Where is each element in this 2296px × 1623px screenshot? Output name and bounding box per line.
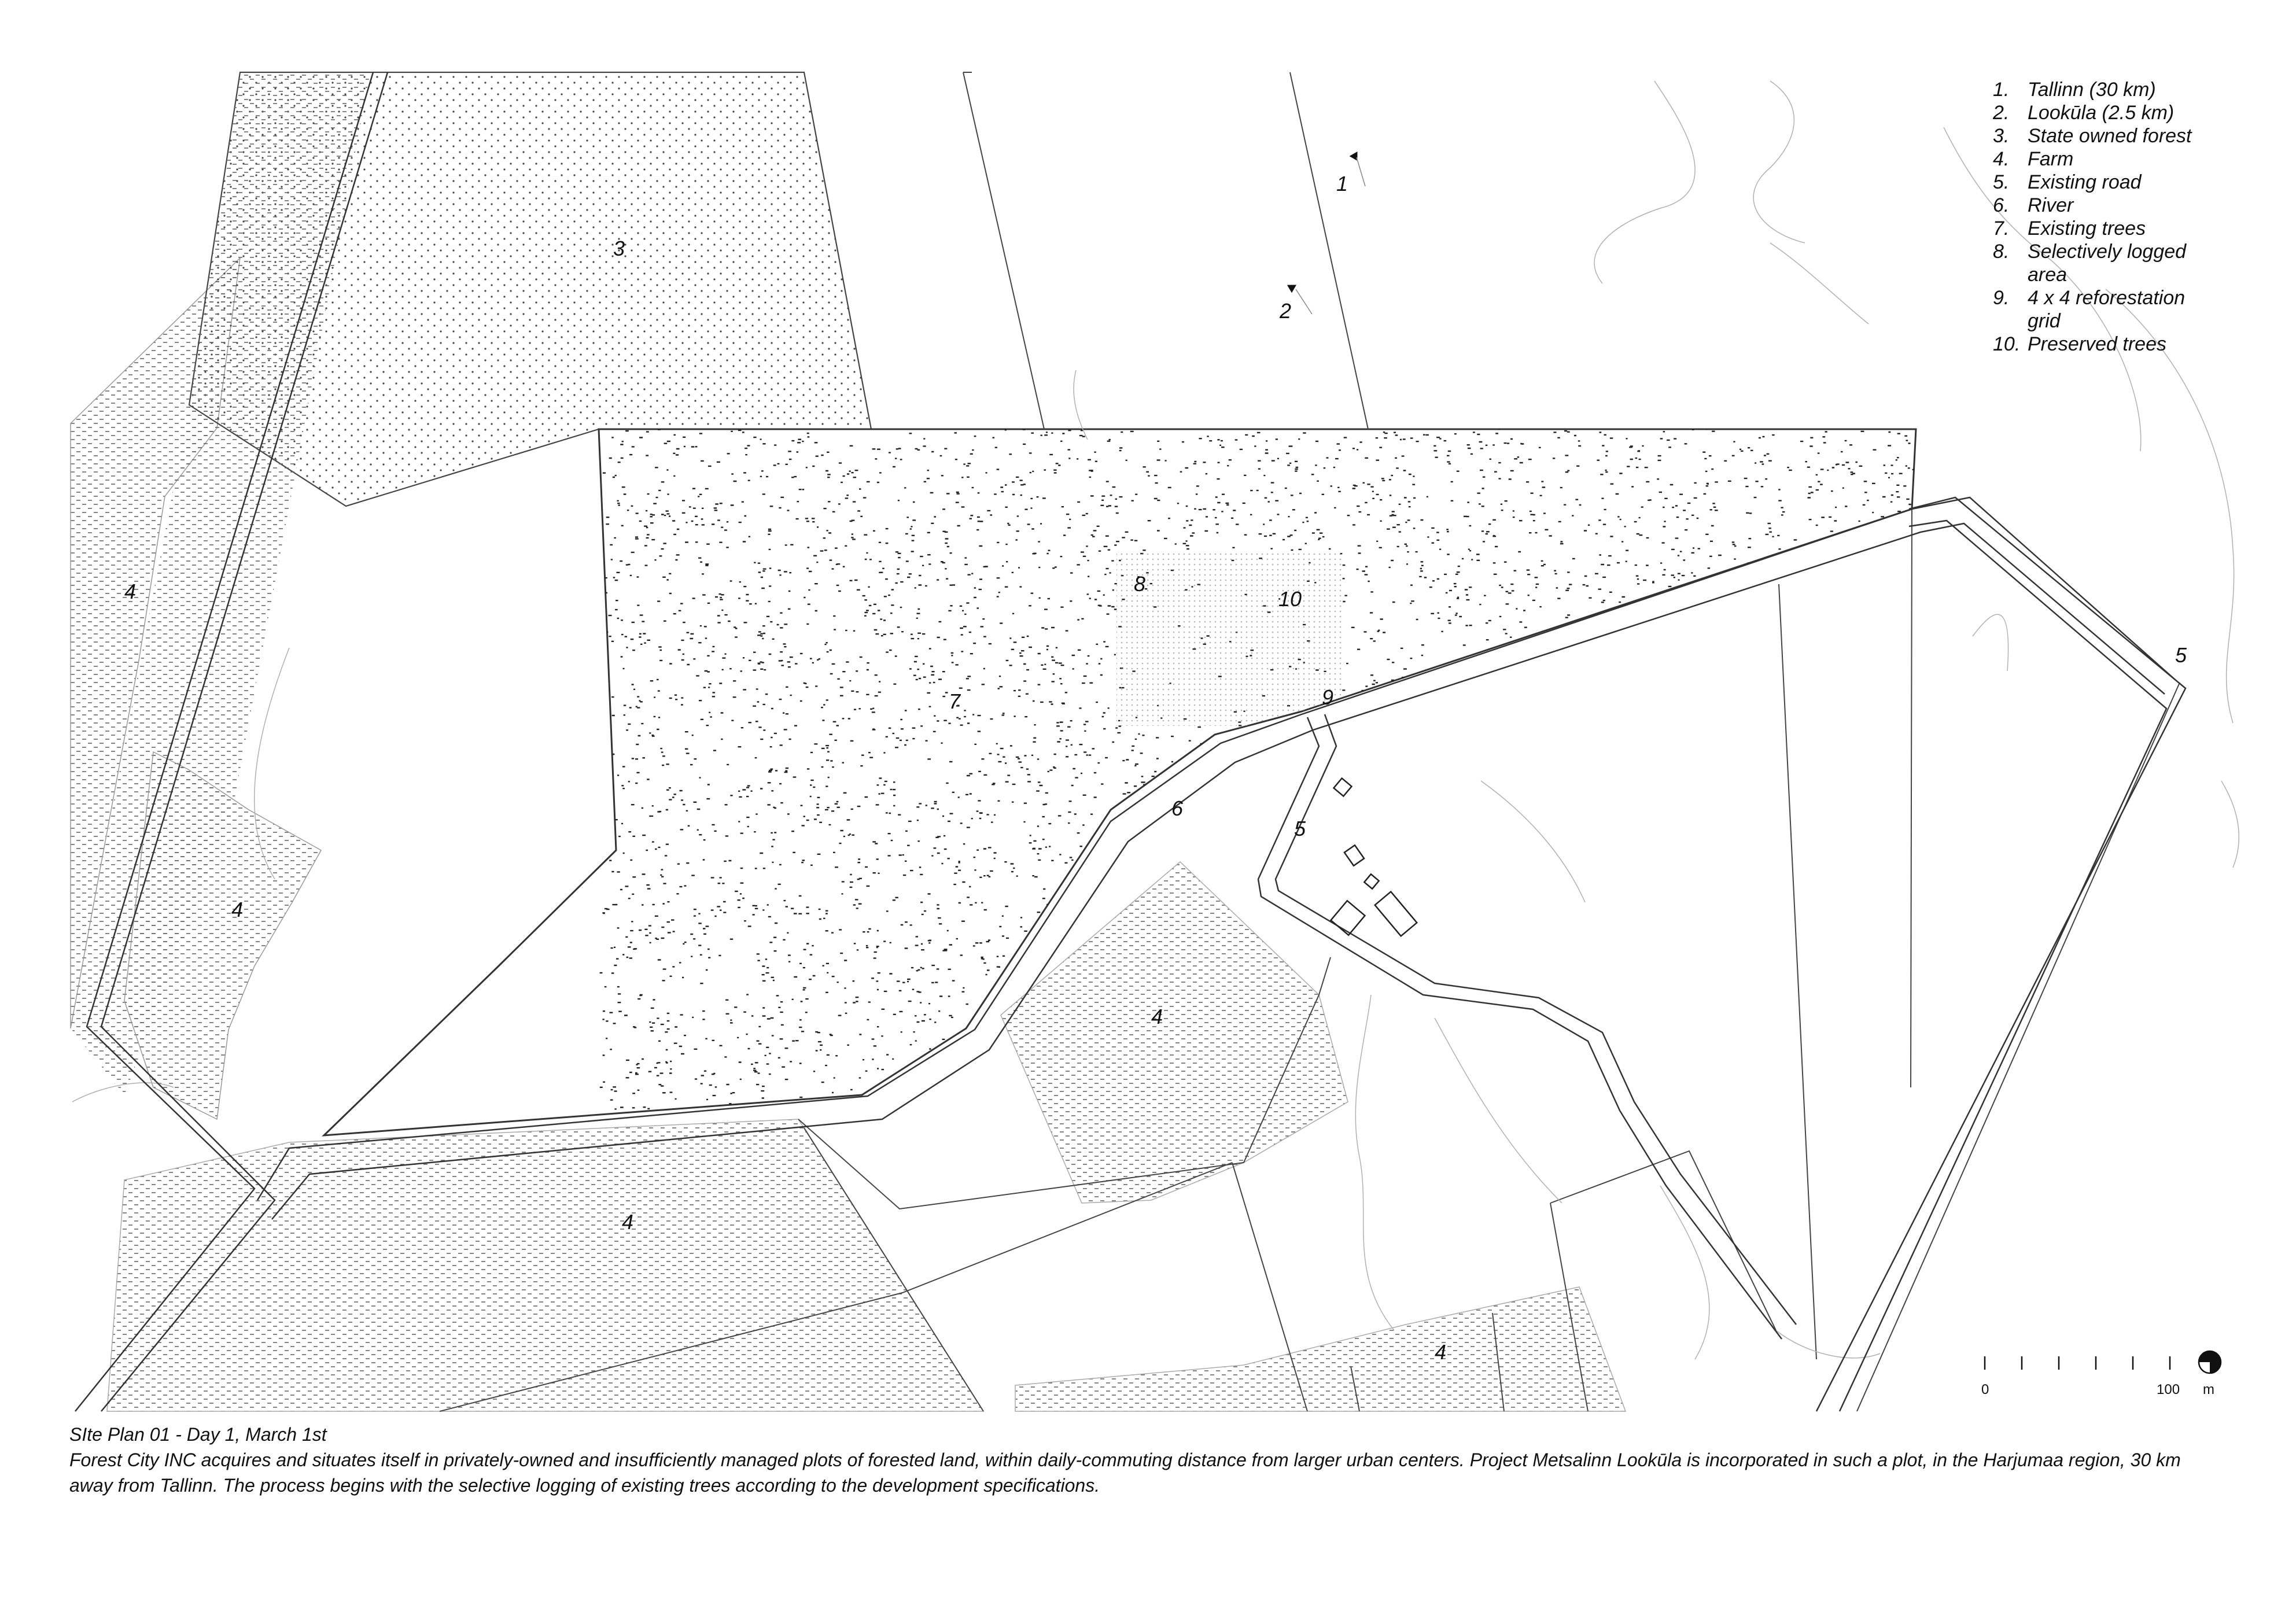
existing-road-farm [1258, 714, 1796, 1339]
legend-text: 4 x 4 reforestation [2028, 287, 2186, 309]
label-4-southwest: 4 [231, 898, 244, 921]
label-5-east-road: 5 [2175, 643, 2187, 667]
caption-title: SIte Plan 01 - Day 1, March 1st [69, 1424, 327, 1445]
legend-item-2 [1992, 102, 2174, 124]
legend-text: Existing trees [2028, 217, 2146, 239]
label-4-center: 4 [1151, 1005, 1163, 1028]
legend-text: Existing road [2028, 171, 2142, 193]
label-6: 6 [1171, 796, 1184, 820]
label-3: 3 [613, 237, 625, 260]
caption [69, 1422, 2221, 1498]
direction-arrow-tallinn-icon [1350, 149, 1365, 186]
legend-text: Lookūla (2.5 km) [2028, 102, 2175, 124]
farm-zone-southwest-pocket [124, 752, 321, 1119]
legend-item-3 [1993, 125, 2192, 147]
farm-zone-center-south [1001, 862, 1348, 1203]
legend-text: grid [2028, 310, 2061, 332]
legend-text: Farm [2028, 148, 2074, 170]
building-4 [1331, 901, 1365, 935]
label-4-southeast: 4 [1435, 1340, 1447, 1364]
legend-item-5 [1993, 171, 2142, 193]
legend-item-4 [1993, 148, 2073, 170]
legend-item-8 [1993, 241, 2187, 286]
legend-number: 2. [1993, 102, 2010, 124]
building-2 [1344, 845, 1364, 866]
map-legend [1992, 79, 2192, 355]
building-3 [1364, 874, 1379, 888]
scale-start-label: 0 [1981, 1382, 1989, 1397]
legend-number: 10. [1993, 333, 2021, 355]
label-8: 8 [1134, 572, 1146, 596]
legend-item-9 [1993, 287, 2185, 332]
label-7: 7 [949, 689, 961, 713]
label-5-farm-road: 5 [1294, 817, 1306, 840]
legend-text: area [2028, 264, 2067, 286]
scale-unit-label: m [2203, 1382, 2214, 1397]
caption-body: Forest City INC acquires and situates itself in privately-owned and insufficiently managed plots of forested land, within daily-commuting distance from larger urban centers. Project Metsalinn Lookūla is incorporated in such a plot, in the Harjumaa region, 30 km away from Tallinn. The process begins with the selective logging of existing trees according to the development specifications. [69, 1449, 2181, 1496]
north-arrow-icon [2199, 1351, 2221, 1373]
legend-item-1 [1993, 79, 2156, 101]
label-9: 9 [1322, 685, 1334, 709]
label-4-south: 4 [622, 1210, 634, 1234]
farm-buildings [1331, 779, 1417, 936]
legend-text: Preserved trees [2028, 333, 2166, 355]
legend-text: Tallinn (30 km) [2028, 79, 2156, 101]
legend-number: 1. [1993, 79, 2010, 101]
building-1 [1334, 779, 1352, 796]
label-1: 1 [1336, 172, 1348, 196]
label-10: 10 [1278, 587, 1302, 611]
legend-number: 6. [1993, 194, 2010, 216]
scale-end-label: 100 [2157, 1382, 2180, 1397]
label-2: 2 [1280, 299, 1292, 323]
farm-zone-southeast [1015, 1287, 1626, 1411]
legend-item-7 [1993, 217, 2146, 239]
legend-number: 7. [1993, 217, 2010, 239]
legend-number: 3. [1993, 125, 2010, 147]
legend-number: 8. [1993, 241, 2010, 263]
building-5 [1375, 892, 1417, 936]
legend-text: State owned forest [2028, 125, 2192, 147]
label-4-west: 4 [124, 580, 137, 603]
legend-text: Selectively logged [2028, 241, 2187, 263]
scale-bar [1981, 1351, 2221, 1397]
existing-road-east [1816, 497, 2186, 1411]
legend-number: 9. [1993, 287, 2010, 309]
legend-number: 5. [1993, 171, 2010, 193]
legend-number: 4. [1993, 148, 2010, 170]
legend-item-6 [1993, 194, 2074, 216]
legend-item-10 [1993, 333, 2166, 355]
legend-text: River [2028, 194, 2074, 216]
